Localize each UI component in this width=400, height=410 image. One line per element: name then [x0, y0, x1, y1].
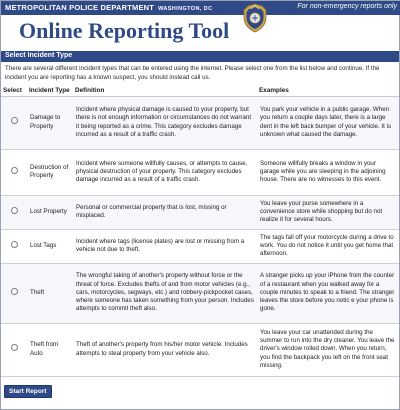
- select-cell: [1, 229, 27, 263]
- table-row: [1, 323, 399, 376]
- column-header-examples: Examples: [257, 86, 399, 96]
- incident-definition: Incident where physical damage is caused to your property, but there is not enough information or circumstances do not warrant it being reported as a crime. This category excludes damage incurred as a result of a traffic crash.: [73, 96, 257, 149]
- incident-type: Destruction of Property: [27, 149, 73, 195]
- page-title: Online Reporting Tool: [19, 18, 230, 43]
- table-row: [1, 96, 399, 149]
- radio-destruction-of-property[interactable]: [11, 167, 18, 174]
- radio-damage-to-property[interactable]: [11, 117, 18, 124]
- city-label: WASHINGTON, DC: [158, 6, 213, 12]
- select-cell: [1, 96, 27, 149]
- radio-lost-property[interactable]: [11, 207, 18, 214]
- non-emergency-note: For non-emergency reports only: [297, 3, 397, 10]
- table-header-row: [1, 86, 399, 96]
- column-header-select: Select: [1, 86, 27, 96]
- incident-example: Someone willfully breaks a window in your garage while you are sleeping in the adjoining house. There are no witnesses to this event.: [257, 149, 399, 195]
- table-row: [1, 263, 399, 323]
- top-band: [1, 1, 400, 15]
- section-title-bar: Select Incident Type: [1, 51, 399, 62]
- radio-lost-tags[interactable]: [11, 241, 18, 248]
- select-cell: [1, 323, 27, 376]
- department-name: [5, 3, 212, 12]
- department-label: METROPOLITAN POLICE DEPARTMENT: [5, 3, 155, 12]
- incident-type: Damage to Property: [27, 96, 73, 149]
- footer: [1, 377, 399, 393]
- incident-definition: Incident where tags (license plates) are lost or missing from a vehicle not due to theft.: [73, 229, 257, 263]
- table-row: [1, 149, 399, 195]
- incident-example: You park your vehicle in a public garage. When you return a couple days later, there is a large dent in the left back bumper of your vehicle. It is unknown what caused the damage.: [257, 96, 399, 149]
- incident-table: [1, 86, 399, 377]
- radio-theft-from-auto[interactable]: [11, 344, 18, 351]
- start-report-button[interactable]: Start Report: [4, 385, 52, 398]
- incident-example: The tags fall off your motorcycle during a drive to work. You do not notice it until you get home that afternoon.: [257, 229, 399, 263]
- incident-type: Theft: [27, 263, 73, 323]
- incident-definition: Theft of another's property from his/her motor vehicle. Includes attempts to steal property from your vehicle also.: [73, 323, 257, 376]
- incident-definition: Personal or commercial property that is lost, missing or misplaced.: [73, 195, 257, 229]
- header: [1, 1, 399, 51]
- column-header-type: Incident Type: [27, 86, 73, 96]
- incident-type: Lost Property: [27, 195, 73, 229]
- select-cell: [1, 149, 27, 195]
- table-row: [1, 229, 399, 263]
- table-row: [1, 195, 399, 229]
- select-cell: [1, 195, 27, 229]
- police-badge-icon: [242, 3, 268, 33]
- select-cell: [1, 263, 27, 323]
- incident-type: Lost Tags: [27, 229, 73, 263]
- incident-example: You leave your purse somewhere in a convenience store while shopping but do not realize it for several hours.: [257, 195, 399, 229]
- incident-example: You leave your car unattended during the summer to run into the dry cleaner. You leave the driver's window rolled down. When you return, you find the backpack you left on the front seat missing.: [257, 323, 399, 376]
- column-header-definition: Definition: [73, 86, 257, 96]
- intro-text: There are several different incident types that can be entered using the internet. Please select one from the list below and continue. If the incident you are reporting has a known suspect, you should instead call us.: [5, 65, 380, 81]
- incident-example: A stranger picks up your iPhone from the counter of a restaurant when you walked away for a couple minutes to speak to a friend. The stranger leaves the store before you notic e your phone is gone.: [257, 263, 399, 323]
- incident-type: Theft from Auto: [27, 323, 73, 376]
- incident-definition: The wrongful taking of another's property without force or the threat of force. Excludes thefts of and from motor vehicles (e.g., cars, motorcycles, segways, etc.) and robbery-pickpocket cases, where someone has taken something from your person. Includes attempts to commit theft also.: [73, 263, 257, 323]
- incident-definition: Incident where someone willfully causes, or attempts to cause, physical destruction of your property. This category excludes damage incurred as a result of a traffic crash.: [73, 149, 257, 195]
- radio-theft[interactable]: [11, 288, 18, 295]
